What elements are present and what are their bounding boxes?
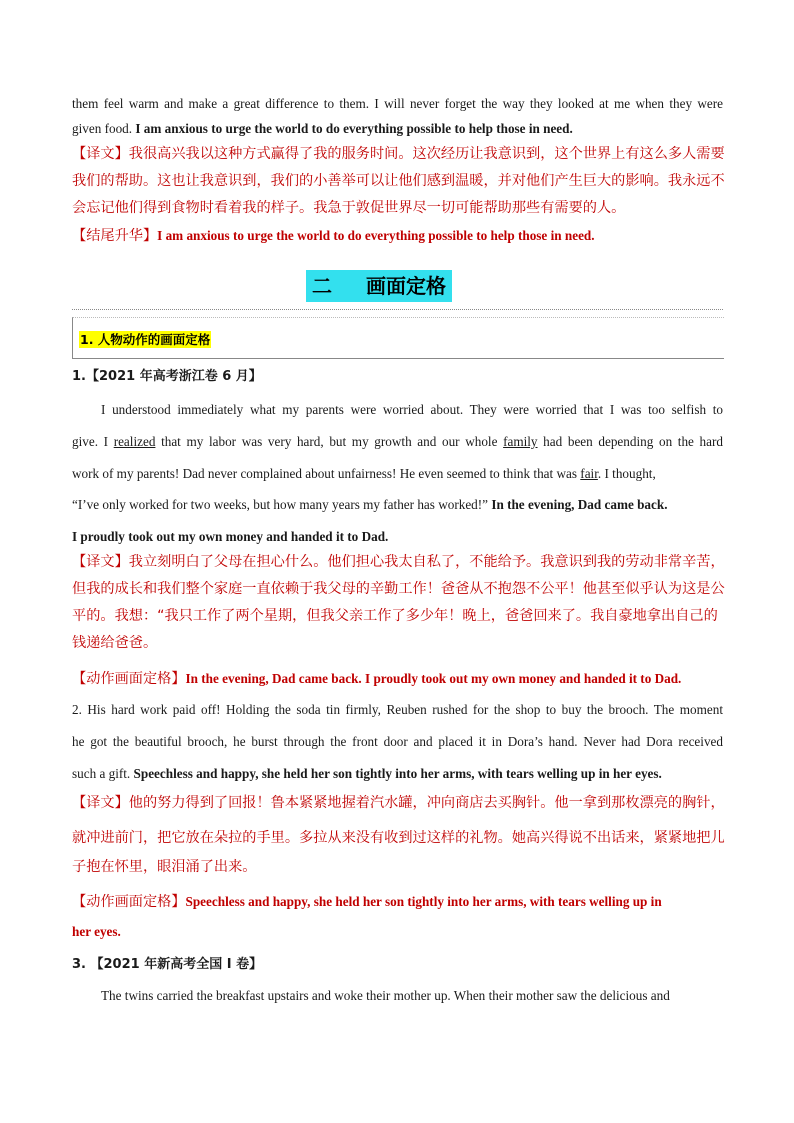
ending-line bbox=[72, 226, 595, 246]
translation-text: 我立刻明白了父母在担心什么。他们担心我太自私了，不能给予。我意识到我的劳动非常辛苦， bbox=[128, 554, 725, 570]
bold-sentence: In the evening, Dad came back. bbox=[491, 497, 668, 512]
underlined-word: realized bbox=[113, 434, 156, 449]
translation-text: 我很高兴我以这种方式赢得了我的服务时间。这次经历让我意识到，这个世界上有这么多人需要 bbox=[128, 146, 725, 162]
bold-sentence: Speechless and happy, she held her son tightly into her arms, with tears welling up in her eyes. bbox=[133, 766, 662, 781]
paragraph-line: I proudly took out my own money and handed it to Dad. bbox=[72, 529, 389, 544]
translation-line: 子抱在怀里，眼泪涌了出来。 bbox=[72, 859, 257, 875]
section-heading bbox=[306, 270, 452, 302]
action-label: 【动作画面定格】 bbox=[72, 894, 186, 910]
subsection-box bbox=[72, 317, 724, 359]
paragraph-line bbox=[72, 120, 573, 138]
paragraph-line: I understood immediately what my parents were worried about. They were worried that I was too selfish to bbox=[101, 402, 723, 417]
ending-text: I am anxious to urge the world to do everything possible to help those in need. bbox=[157, 228, 595, 243]
source-title: 1.【2021 年高考浙江卷 6 月】 bbox=[72, 369, 262, 384]
ending-label: 【结尾升华】 bbox=[72, 228, 158, 244]
paragraph-line: 2. His hard work paid off! Holding the soda tin firmly, Reuben rushed for the shop to buy the brooch. The moment bbox=[72, 702, 723, 717]
source-title: 3. 【2021 年新高考全国 I 卷】 bbox=[72, 957, 263, 972]
action-text: In the evening, Dad came back. I proudly took out my own money and handed it to Dad. bbox=[185, 671, 682, 686]
paragraph-line: The twins carried the breakfast upstairs and woke their mother up. When their mother saw the delicious and bbox=[101, 988, 670, 1003]
paragraph-line: he got the beautiful brooch, he burst through the front door and placed it in Dora’s hand. Never had Dora received bbox=[72, 734, 723, 749]
paragraph-line: give. I realized that my labor was very hard, but my growth and our whole family had been depending on the hard bbox=[72, 434, 723, 449]
translation-line: 但我的成长和我们整个家庭一直依赖于我父母的辛勤工作！爸爸从不抱怨不公平！他甚至似乎认为这是公 bbox=[72, 581, 725, 597]
action-line bbox=[72, 669, 681, 689]
underlined-word: fair bbox=[580, 466, 598, 481]
translation-line: 平的。我想：“我只工作了两个星期，但我父亲工作了多少年！晚上，爸爸回来了。我自豪地拿出自己的 bbox=[72, 608, 718, 624]
translation-line bbox=[72, 552, 725, 572]
section-title: 画面定格 bbox=[366, 274, 446, 298]
action-line bbox=[72, 892, 662, 912]
translation-label: 【译文】 bbox=[72, 146, 129, 162]
paragraph-line: “I’ve only worked for two weeks, but how many years my father has worked!” In the evening, Dad came back. bbox=[72, 497, 668, 512]
paragraph-line: them feel warm and make a great difference to them. I will never forget the way they looked at me when they were bbox=[72, 96, 723, 111]
translation-label: 【译文】 bbox=[72, 554, 129, 570]
subsection-label: 1. 人物动作的画面定格 bbox=[80, 332, 211, 347]
action-line: her eyes. bbox=[72, 924, 121, 939]
translation-line: 钱递给爸爸。 bbox=[72, 635, 158, 651]
bold-sentence: I am anxious to urge the world to do everything possible to help those in need. bbox=[135, 121, 573, 136]
divider bbox=[72, 309, 723, 310]
translation-line: 会忘记他们得到食物时看着我的样子。我急于敦促世界尽一切可能帮助那些有需要的人。 bbox=[72, 200, 626, 216]
translation-line: 我们的帮助。这也让我意识到，我们的小善举可以让他们感到温暖，并对他们产生巨大的影响。我永远不 bbox=[72, 173, 725, 189]
translation-label: 【译文】 bbox=[72, 795, 129, 811]
action-label: 【动作画面定格】 bbox=[72, 671, 186, 687]
translation-line bbox=[72, 793, 725, 813]
translation-line bbox=[72, 144, 725, 164]
action-text: Speechless and happy, she held her son tightly into her arms, with tears welling up in bbox=[185, 894, 662, 909]
text-span: given food. bbox=[72, 121, 136, 136]
section-number: 二 bbox=[312, 274, 332, 298]
translation-line: 就冲进前门，把它放在朵拉的手里。多拉从来没有收到过这样的礼物。她高兴得说不出话来，紧紧地把儿 bbox=[72, 830, 725, 846]
paragraph-line: work of my parents! Dad never complained about unfairness! He even seemed to think that was fair. I thought, bbox=[72, 466, 656, 481]
paragraph-line: such a gift. Speechless and happy, she held her son tightly into her arms, with tears welling up in her eyes. bbox=[72, 766, 662, 781]
translation-text: 他的努力得到了回报！鲁本紧紧地握着汽水罐，冲向商店去买胸针。他一拿到那枚漂亮的胸针， bbox=[128, 795, 725, 811]
underlined-word: family bbox=[503, 434, 538, 449]
